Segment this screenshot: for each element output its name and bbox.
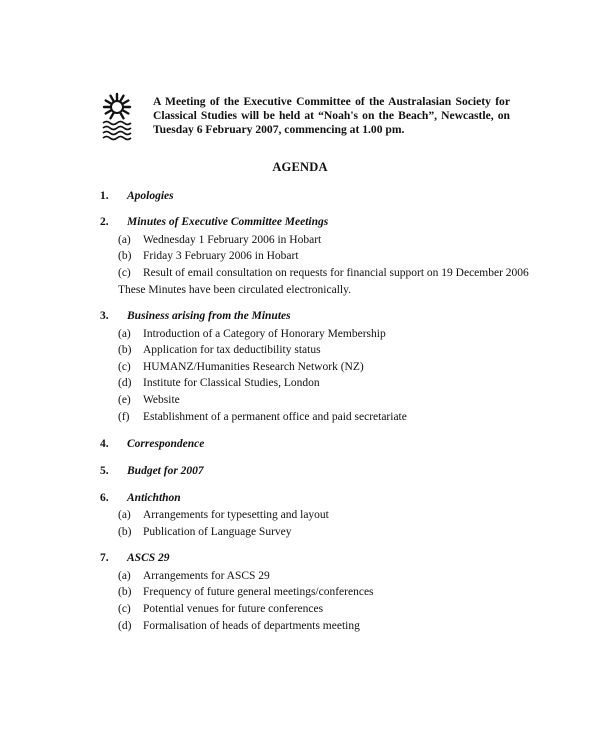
society-sun-waves-logo-icon [100,92,134,142]
subitem-letter: (d) [118,377,132,389]
subitem-text: Wednesday 1 February 2006 in Hobart [143,234,322,246]
agenda-item-number: 3. [100,310,109,322]
agenda-item-number: 5. [100,465,109,477]
agenda-item-title: Apologies [127,190,174,202]
subitem-letter: (d) [118,620,132,632]
page-title: AGENDA [272,160,328,174]
minutes-circulation-note: These Minutes have been circulated electronically. [118,284,351,296]
subitem-text: Institute for Classical Studies, London [143,377,320,389]
agenda-item-number: 1. [100,190,109,202]
agenda-item-title: Business arising from the Minutes [127,310,291,322]
subitem-letter: (a) [118,509,131,521]
subitem-letter: (a) [118,570,131,582]
agenda-item-title: Budget for 2007 [127,465,204,477]
subitem-text: Arrangements for ASCS 29 [143,570,270,582]
subitem-text: Potential venues for future conferences [143,603,324,615]
agenda-item-number: 2. [100,216,109,228]
subitem-letter: (b) [118,250,132,262]
subitem-letter: (a) [118,328,131,340]
subitem-text: Application for tax deductibility status [143,344,321,356]
agenda-item-number: 6. [100,492,109,504]
subitem-letter: (c) [118,267,131,279]
subitem-letter: (b) [118,344,132,356]
agenda-item-title: Correspondence [127,438,205,450]
subitem-text: Formalisation of heads of departments meeting [143,620,360,632]
subitem-text: Friday 3 February 2006 in Hobart [143,250,299,262]
subitem-letter: (c) [118,603,131,615]
subitem-letter: (b) [118,526,132,538]
subitem-letter: (f) [118,411,130,423]
agenda-item-title: Minutes of Executive Committee Meetings [127,216,329,228]
subitem-text: Publication of Language Survey [143,526,292,538]
subitem-text: Frequency of future general meetings/conferences [143,586,374,598]
subitem-text: Website [143,394,180,406]
subitem-text: Establishment of a permanent office and paid secretariate [143,411,407,423]
subitem-letter: (e) [118,394,131,406]
subitem-letter: (a) [118,234,131,246]
meeting-notice: A Meeting of the Executive Committee of the Australasian Society for Classical Studies will be held at “Noah's on the Beach”, Newcastle, on Tuesday 6 February 2007, commencing at 1.00 pm. [153,95,510,136]
subitem-letter: (c) [118,361,131,373]
agenda-item-title: Antichthon [127,492,181,504]
subitem-text: Arrangements for typesetting and layout [143,509,329,521]
agenda-item-number: 4. [100,438,109,450]
subitem-text: Introduction of a Category of Honorary Membership [143,328,386,340]
subitem-text: Result of email consultation on requests for financial support on 19 December 2006 [143,267,529,279]
agenda-item-number: 7. [100,552,109,564]
subitem-letter: (b) [118,586,132,598]
subitem-text: HUMANZ/Humanities Research Network (NZ) [143,361,364,373]
agenda-item-title: ASCS 29 [127,552,170,564]
